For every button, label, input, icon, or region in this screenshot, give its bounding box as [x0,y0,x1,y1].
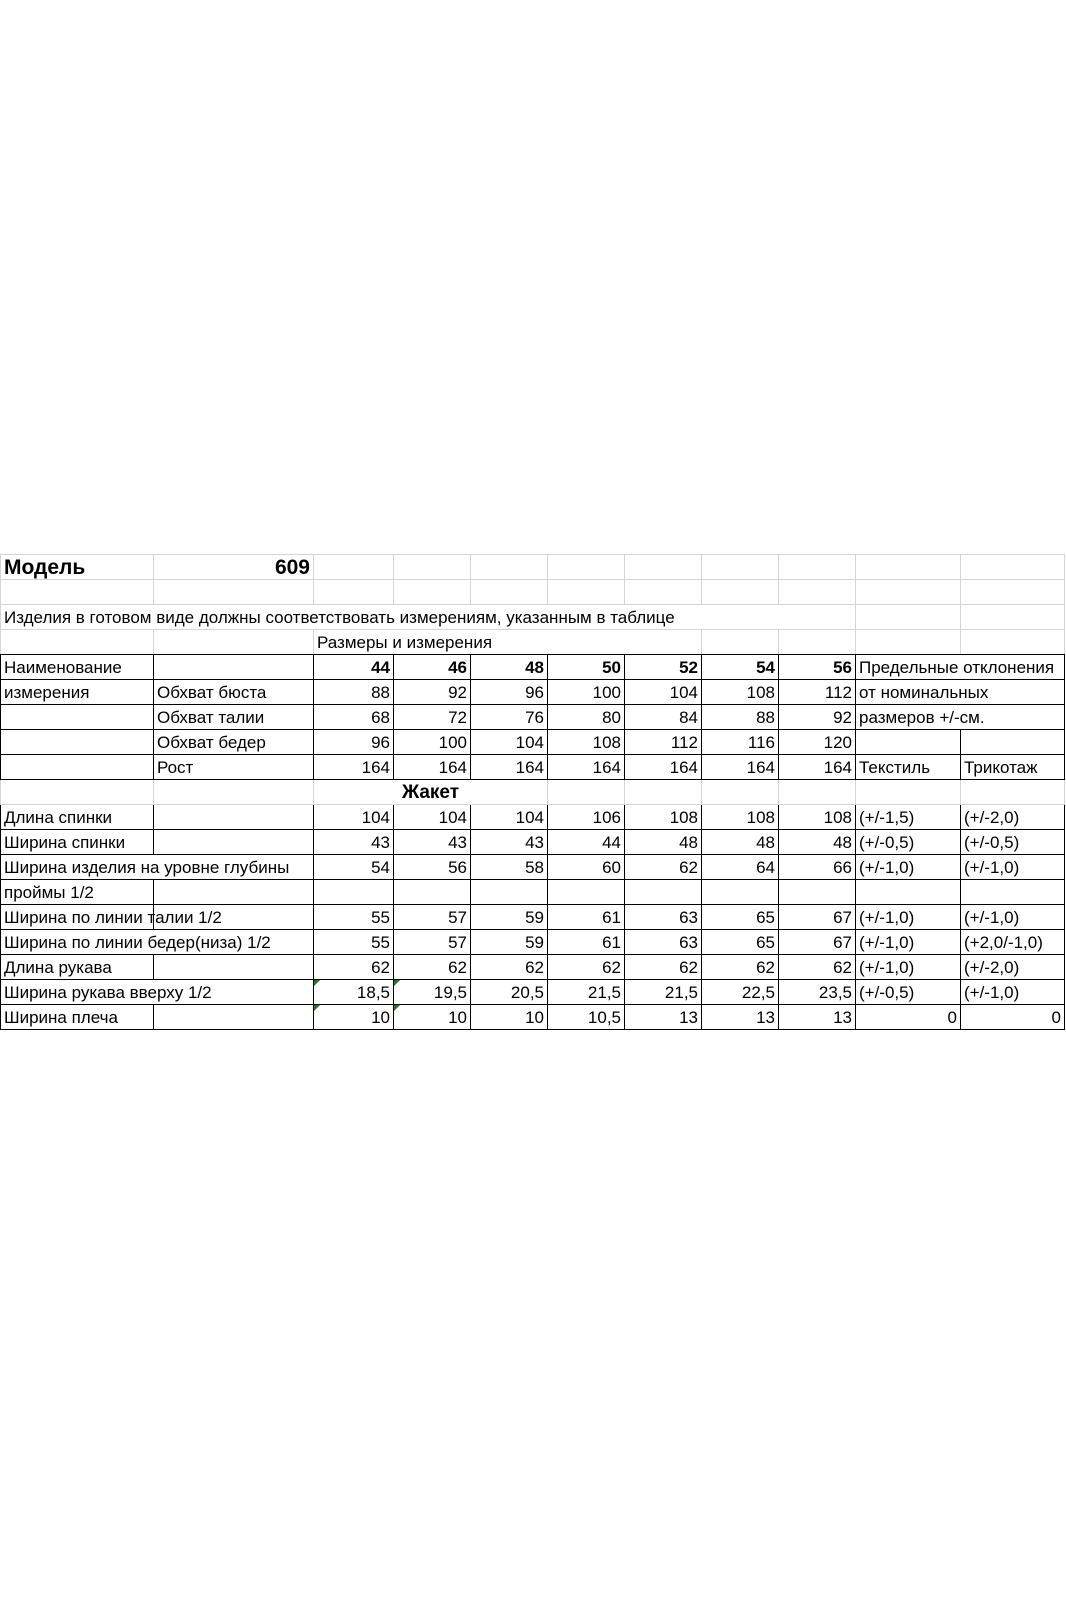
value: 108 [625,805,702,830]
knit-tolerance: (+/-1,0) [961,980,1065,1005]
size-52: 52 [625,655,702,680]
cell [1,580,154,605]
knit-tolerance: (+/-2,0) [961,955,1065,980]
measure-name: Ширина плеча [1,1005,154,1030]
table-body [1,555,1065,1030]
cell [779,580,856,605]
measure-name: Обхват бедер [154,730,314,755]
cell [154,580,314,605]
measure-name: Ширина рукава вверху 1/2 [1,980,314,1005]
value: 65 [702,930,779,955]
knit-tolerance: (+/-2,0) [961,805,1065,830]
value: 104 [625,680,702,705]
measure-name: Длина спинки [1,805,154,830]
knit-tolerance: (+2,0/-1,0) [961,930,1065,955]
tolerance-line: от номинальных [856,680,1065,705]
textile-label: Текстиль [856,755,961,780]
value [779,880,856,905]
value: 43 [471,830,548,855]
garment-row [1,905,1065,930]
textile-tolerance: (+/-0,5) [856,830,961,855]
value: 108 [702,680,779,705]
knit-tolerance [961,880,1065,905]
section-title: Жакет [314,780,548,805]
cell [154,630,314,655]
value: 96 [314,730,394,755]
cell [154,955,314,980]
value: 63 [625,930,702,955]
garment-row [1,855,1065,880]
value: 10 [471,1005,548,1030]
value: 100 [394,730,471,755]
value: 108 [779,805,856,830]
value [471,880,548,905]
knit-label: Трикотаж [961,755,1065,780]
value: 164 [548,755,625,780]
body-measure-row [1,755,1065,780]
cell [961,780,1065,805]
value: 57 [394,905,471,930]
cell [856,780,961,805]
cell [961,580,1065,605]
section-row [1,780,1065,805]
body-measure-row [1,705,1065,730]
value: 62 [548,955,625,980]
knit-tolerance: (+/-1,0) [961,905,1065,930]
value: 13 [625,1005,702,1030]
cell [314,580,394,605]
cell [394,580,471,605]
value: 22,5 [702,980,779,1005]
value: 67 [779,930,856,955]
value: 55 [314,905,394,930]
value: 62 [625,955,702,980]
tolerance-label: Предельные отклонения [856,655,1065,680]
cell [1,755,154,780]
value: 21,5 [625,980,702,1005]
garment-row [1,955,1065,980]
cell [1,630,154,655]
sizes-caption: Размеры и измерения [314,630,702,655]
value: 120 [779,730,856,755]
value [548,880,625,905]
value: 60 [548,855,625,880]
value: 96 [471,680,548,705]
value: 63 [625,905,702,930]
name-label: Наименование [1,655,154,680]
value: 100 [548,680,625,705]
textile-tolerance: (+/-0,5) [856,980,961,1005]
value: 18,5 [314,980,394,1005]
value: 104 [314,805,394,830]
value: 62 [625,855,702,880]
cell [154,655,314,680]
measure-name: Ширина изделия на уровне глубины [1,855,314,880]
value: 43 [394,830,471,855]
knit-tolerance: 0 [961,1005,1065,1030]
value: 92 [394,680,471,705]
value: 67 [779,905,856,930]
table-row [1,555,1065,580]
value: 88 [702,705,779,730]
body-measure-row [1,680,1065,705]
value: 54 [314,855,394,880]
value: 72 [394,705,471,730]
value: 88 [314,680,394,705]
size-header-row [1,655,1065,680]
cell [856,605,961,630]
value: 48 [779,830,856,855]
value: 164 [314,755,394,780]
size-54: 54 [702,655,779,680]
value: 48 [702,830,779,855]
value: 108 [548,730,625,755]
value: 43 [314,830,394,855]
cell [548,780,625,805]
size-46: 46 [394,655,471,680]
knit-tolerance: (+/-1,0) [961,855,1065,880]
value: 58 [471,855,548,880]
value: 57 [394,930,471,955]
cell [394,555,471,580]
garment-row [1,830,1065,855]
value: 164 [779,755,856,780]
measure-name: Обхват талии [154,705,314,730]
model-number: 609 [154,555,314,580]
value: 80 [548,705,625,730]
table-row [1,605,1065,630]
cell [625,580,702,605]
cell [856,580,961,605]
cell [314,555,394,580]
measure-name: Длина рукава [1,955,154,980]
garment-row [1,980,1065,1005]
cell [548,555,625,580]
measure-name: Обхват бюста [154,680,314,705]
cell [961,555,1065,580]
textile-tolerance: (+/-1,0) [856,955,961,980]
value: 76 [471,705,548,730]
value: 68 [314,705,394,730]
garment-row [1,880,1065,905]
size-50: 50 [548,655,625,680]
cell [702,630,779,655]
garment-row [1,1005,1065,1030]
cell [625,555,702,580]
measure-name: проймы 1/2 [1,880,154,905]
knit-tolerance: (+/-0,5) [961,830,1065,855]
cell [625,780,702,805]
value: 104 [471,805,548,830]
textile-tolerance: (+/-1,0) [856,905,961,930]
value: 164 [625,755,702,780]
cell [154,1005,314,1030]
value: 112 [779,680,856,705]
value: 10,5 [548,1005,625,1030]
value: 61 [548,930,625,955]
cell [1,780,154,805]
value: 164 [394,755,471,780]
note-text: Изделия в готовом виде должны соответствовать измерениям, указанным в таблице [1,605,856,630]
cell [548,580,625,605]
value: 59 [471,905,548,930]
size-56: 56 [779,655,856,680]
cell [154,805,314,830]
value: 56 [394,855,471,880]
cell [1,705,154,730]
cell [154,830,314,855]
textile-tolerance [856,880,961,905]
value: 164 [471,755,548,780]
cell [856,730,961,755]
value [394,880,471,905]
value: 13 [702,1005,779,1030]
cell [1,730,154,755]
table-row [1,580,1065,605]
cell [779,780,856,805]
textile-tolerance: (+/-1,0) [856,930,961,955]
value: 66 [779,855,856,880]
body-measure-row [1,730,1065,755]
size-44: 44 [314,655,394,680]
value: 65 [702,905,779,930]
tolerance-line: размеров +/-см. [856,705,1065,730]
value: 62 [471,955,548,980]
size-spec-table [0,554,1065,1030]
size-48: 48 [471,655,548,680]
cell [702,780,779,805]
cell [702,555,779,580]
value: 59 [471,930,548,955]
value: 55 [314,930,394,955]
value [314,880,394,905]
value: 62 [702,955,779,980]
cell [961,630,1065,655]
measure-name: Рост [154,755,314,780]
value: 104 [394,805,471,830]
measure-name: Ширина спинки [1,830,154,855]
value: 62 [394,955,471,980]
value: 48 [625,830,702,855]
value: 84 [625,705,702,730]
value: 61 [548,905,625,930]
value: 108 [702,805,779,830]
cell [779,555,856,580]
cell [856,555,961,580]
group-label: измерения [1,680,154,705]
garment-row [1,930,1065,955]
cell [856,630,961,655]
value: 62 [779,955,856,980]
cell [779,630,856,655]
cell [154,880,314,905]
value: 64 [702,855,779,880]
table-row [1,630,1065,655]
garment-row [1,805,1065,830]
cell [471,555,548,580]
value: 13 [779,1005,856,1030]
value: 112 [625,730,702,755]
value [625,880,702,905]
value: 104 [471,730,548,755]
value: 92 [779,705,856,730]
value [702,880,779,905]
value: 116 [702,730,779,755]
value: 10 [314,1005,394,1030]
cell [961,605,1065,630]
measure-name: Ширина по линии бедер(низа) 1/2 [1,930,314,955]
textile-tolerance: (+/-1,5) [856,805,961,830]
value: 20,5 [471,980,548,1005]
value: 62 [314,955,394,980]
value: 23,5 [779,980,856,1005]
cell [961,730,1065,755]
value: 164 [702,755,779,780]
model-label: Модель [1,555,154,580]
value: 19,5 [394,980,471,1005]
cell [471,580,548,605]
value: 21,5 [548,980,625,1005]
measure-name: Ширина по линии талии 1/2 [1,905,154,930]
textile-tolerance: (+/-1,0) [856,855,961,880]
value: 106 [548,805,625,830]
cell [702,580,779,605]
value: 10 [394,1005,471,1030]
textile-tolerance: 0 [856,1005,961,1030]
value: 44 [548,830,625,855]
cell [154,780,314,805]
